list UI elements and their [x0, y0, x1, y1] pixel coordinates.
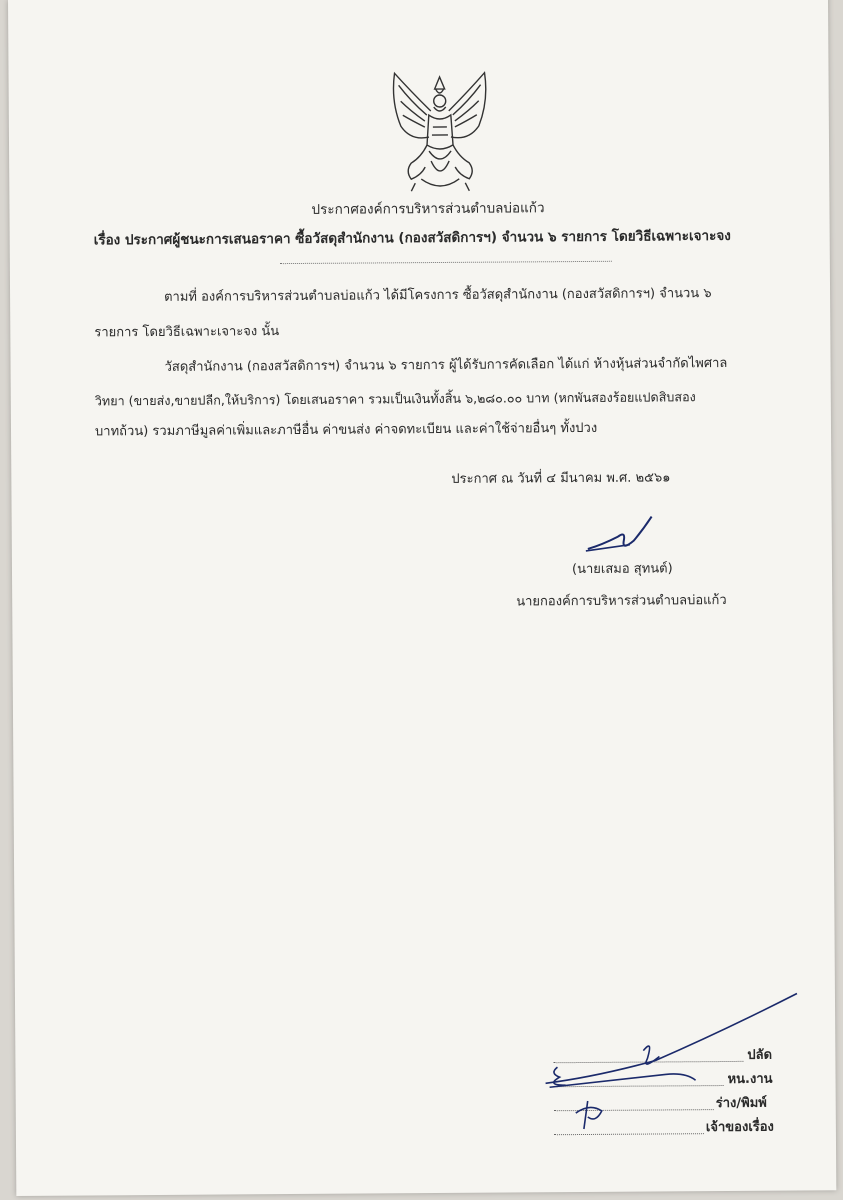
document-page: [8, 0, 836, 1196]
approval-row-section-head: หน.งาน: [727, 1071, 773, 1088]
approval-row-deputy: ปลัด: [747, 1047, 773, 1063]
approval-row-drafter: ร่าง/พิมพ์: [715, 1095, 767, 1112]
announcement-date: ประกาศ ณ วันที่ ๔ มีนาคม พ.ศ. ๒๕๖๑: [451, 470, 671, 487]
paragraph-1-line-2: รายการ โดยวิธีเฉพาะเจาะจง นั้น: [94, 324, 280, 341]
paragraph-2-line-2: วิทยา (ขายส่ง,ขายปลีก,ให้บริการ) โดยเสนอราคา รวมเป็นเงินทั้งสิ้น ๖,๒๘๐.๐๐ บาท (หกพันสองร้อยแปดสิบสอง: [94, 389, 696, 409]
signer-position: นายกองค์การบริหารส่วนตำบลบ่อแก้ว: [516, 592, 727, 610]
announcement-title: ประกาศองค์การบริหารส่วนตำบลบ่อแก้ว: [311, 200, 545, 218]
paragraph-1-line-1: ตามที่ องค์การบริหารส่วนตำบลบ่อแก้ว ได้มีโครงการ ซื้อวัสดุสำนักงาน (กองสวัสดิการฯ) จำนวน ๖: [164, 286, 712, 305]
mayor-signature: [582, 510, 662, 556]
paragraph-2-line-1: วัสดุสำนักงาน (กองสวัสดิการฯ) จำนวน ๖ รายการ ผู้ได้รับการคัดเลือก ได้แก่ ห้างหุ้นส่วนจำกัดไพศาล: [164, 355, 728, 375]
title-divider: [280, 261, 612, 264]
approval-initials: [535, 989, 806, 1141]
garuda-emblem-icon: [381, 71, 500, 194]
approval-row-owner: เจ้าของเรื่อง: [705, 1119, 774, 1136]
paragraph-2-line-3: บาทถ้วน) รวมภาษีมูลค่าเพิ่มและภาษีอื่น ค่าขนส่ง ค่าจดทะเบียน และค่าใช้จ่ายอื่นๆ ทั้งปวง: [94, 420, 598, 440]
subject-line: เรื่อง ประกาศผู้ชนะการเสนอราคา ซื้อวัสดุสำนักงาน (กองสวัสดิการฯ) จำนวน ๖ รายการ โดยวิธีเฉพาะเจาะจง: [93, 227, 731, 249]
signer-name: (นายเสมอ สุทนต์): [571, 561, 673, 578]
